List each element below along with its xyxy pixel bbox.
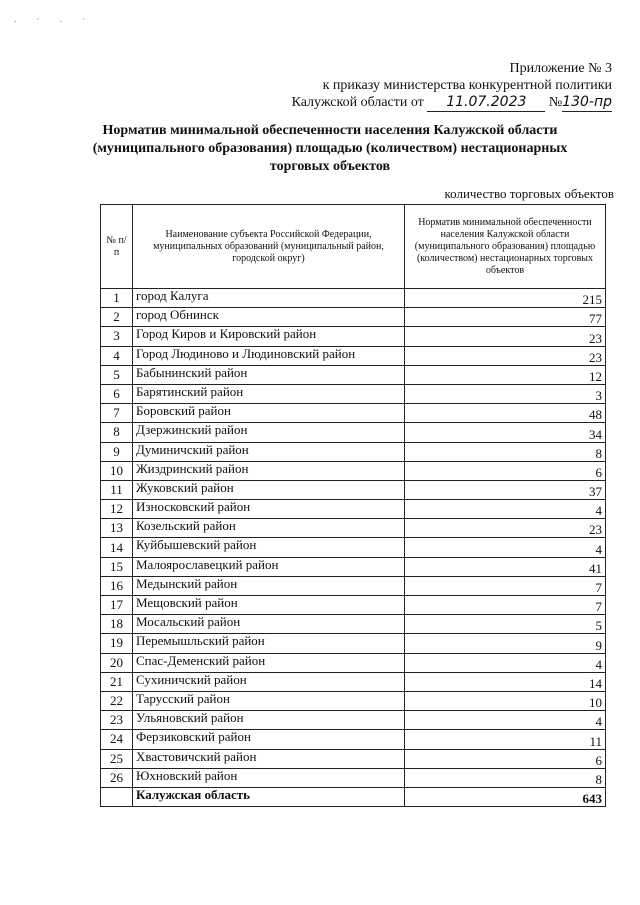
row-name: Жуковский район xyxy=(133,480,405,499)
table-body xyxy=(101,289,606,788)
row-num: 25 xyxy=(101,749,133,768)
row-value: 215 xyxy=(405,289,606,308)
row-value: 4 xyxy=(405,538,606,557)
row-name: Дзержинский район xyxy=(133,423,405,442)
row-value: 7 xyxy=(405,596,606,615)
table-row xyxy=(101,576,606,595)
row-value: 23 xyxy=(405,327,606,346)
row-num: 10 xyxy=(101,461,133,480)
table-row xyxy=(101,691,606,710)
row-num: 6 xyxy=(101,384,133,403)
row-name: Барятинский район xyxy=(133,384,405,403)
row-value: 23 xyxy=(405,519,606,538)
row-name: Ульяновский район xyxy=(133,711,405,730)
appendix-block xyxy=(292,60,612,112)
row-num: 19 xyxy=(101,634,133,653)
scan-specks: . · . · xyxy=(14,14,95,24)
table-row xyxy=(101,384,606,403)
row-num: 13 xyxy=(101,519,133,538)
row-num: 12 xyxy=(101,500,133,519)
table-row xyxy=(101,711,606,730)
table-row xyxy=(101,442,606,461)
row-name: Куйбышевский район xyxy=(133,538,405,557)
row-num: 14 xyxy=(101,538,133,557)
table-row xyxy=(101,365,606,384)
handwritten-date: 11.07.2023 xyxy=(427,94,545,112)
table-row xyxy=(101,672,606,691)
row-name: Думиничский район xyxy=(133,442,405,461)
row-name: Мосальский район xyxy=(133,615,405,634)
table-row xyxy=(101,308,606,327)
row-name: город Калуга xyxy=(133,289,405,308)
total-row xyxy=(101,787,606,806)
row-value: 7 xyxy=(405,576,606,595)
table-row xyxy=(101,500,606,519)
header-name: Наименование субъекта Российской Федерации, муниципальных образований (муниципальный район, городской округ) xyxy=(133,205,405,289)
row-name: Ферзиковский район xyxy=(133,730,405,749)
row-value: 9 xyxy=(405,634,606,653)
total-value: 643 xyxy=(405,787,606,806)
row-name: Город Людиново и Людиновский район xyxy=(133,346,405,365)
table-row xyxy=(101,749,606,768)
table-row xyxy=(101,768,606,787)
row-value: 5 xyxy=(405,615,606,634)
row-name: Перемышльский район xyxy=(133,634,405,653)
row-value: 37 xyxy=(405,480,606,499)
handwritten-order-number: 130-пр xyxy=(562,94,612,110)
table-row xyxy=(101,289,606,308)
row-value: 23 xyxy=(405,346,606,365)
row-name: Жиздринский район xyxy=(133,461,405,480)
row-num: 5 xyxy=(101,365,133,384)
row-name: Мещовский район xyxy=(133,596,405,615)
table-row xyxy=(101,596,606,615)
row-num: 15 xyxy=(101,557,133,576)
header-num: № п/п xyxy=(101,205,133,289)
row-num: 1 xyxy=(101,289,133,308)
table-row xyxy=(101,538,606,557)
norms-table xyxy=(100,204,606,807)
total-num xyxy=(101,787,133,806)
table-row xyxy=(101,423,606,442)
row-value: 10 xyxy=(405,691,606,710)
row-num: 9 xyxy=(101,442,133,461)
total-name: Калужская область xyxy=(133,787,405,806)
header-value: Норматив минимальной обеспеченности населения Калужской области (муниципального образования) площадью (количеством) нестационарных торговых объектов xyxy=(405,205,606,289)
row-name: Хвастовичский район xyxy=(133,749,405,768)
appendix-order-ref: к приказу министерства конкурентной политики xyxy=(322,78,612,93)
table-row xyxy=(101,346,606,365)
row-value: 34 xyxy=(405,423,606,442)
row-value: 11 xyxy=(405,730,606,749)
row-num: 17 xyxy=(101,596,133,615)
table-header-row xyxy=(101,205,606,289)
row-value: 6 xyxy=(405,749,606,768)
row-num: 21 xyxy=(101,672,133,691)
row-num: 18 xyxy=(101,615,133,634)
units-note: количество торговых объектов xyxy=(444,186,614,201)
table-row xyxy=(101,730,606,749)
row-value: 77 xyxy=(405,308,606,327)
row-num: 8 xyxy=(101,423,133,442)
appendix-number: Приложение № 3 xyxy=(509,61,612,76)
row-value: 4 xyxy=(405,711,606,730)
row-name: Юхновский район xyxy=(133,768,405,787)
row-name: Город Киров и Кировский район xyxy=(133,327,405,346)
row-num: 2 xyxy=(101,308,133,327)
row-value: 14 xyxy=(405,672,606,691)
table-row xyxy=(101,634,606,653)
table-row xyxy=(101,653,606,672)
row-num: 20 xyxy=(101,653,133,672)
table-row xyxy=(101,480,606,499)
row-value: 4 xyxy=(405,500,606,519)
table-row xyxy=(101,519,606,538)
row-value: 6 xyxy=(405,461,606,480)
row-name: Козельский район xyxy=(133,519,405,538)
document-title: Норматив минимальной обеспеченности населения Калужской области (муниципального образования) площадью (количеством) нестационарных торговых объектов xyxy=(92,123,568,174)
appendix-date-line xyxy=(292,94,612,112)
row-value: 8 xyxy=(405,768,606,787)
row-num: 16 xyxy=(101,576,133,595)
row-value: 48 xyxy=(405,404,606,423)
row-num: 4 xyxy=(101,346,133,365)
row-num: 3 xyxy=(101,327,133,346)
row-value: 8 xyxy=(405,442,606,461)
row-num: 7 xyxy=(101,404,133,423)
table-row xyxy=(101,404,606,423)
table-row xyxy=(101,461,606,480)
order-number-prefix: № xyxy=(548,95,563,110)
appendix-date-prefix: Калужской области от xyxy=(291,95,424,110)
row-name: город Обнинск xyxy=(133,308,405,327)
row-name: Спас-Деменский район xyxy=(133,653,405,672)
row-num: 23 xyxy=(101,711,133,730)
row-name: Тарусский район xyxy=(133,691,405,710)
row-name: Боровский район xyxy=(133,404,405,423)
table-row xyxy=(101,615,606,634)
row-name: Малоярославецкий район xyxy=(133,557,405,576)
row-name: Медынский район xyxy=(133,576,405,595)
row-name: Износковский район xyxy=(133,500,405,519)
row-num: 11 xyxy=(101,480,133,499)
row-num: 22 xyxy=(101,691,133,710)
row-num: 26 xyxy=(101,768,133,787)
table-row xyxy=(101,557,606,576)
row-name: Сухиничский район xyxy=(133,672,405,691)
row-value: 3 xyxy=(405,384,606,403)
row-value: 12 xyxy=(405,365,606,384)
row-name: Бабынинский район xyxy=(133,365,405,384)
row-value: 4 xyxy=(405,653,606,672)
row-num: 24 xyxy=(101,730,133,749)
row-value: 41 xyxy=(405,557,606,576)
table-row xyxy=(101,327,606,346)
